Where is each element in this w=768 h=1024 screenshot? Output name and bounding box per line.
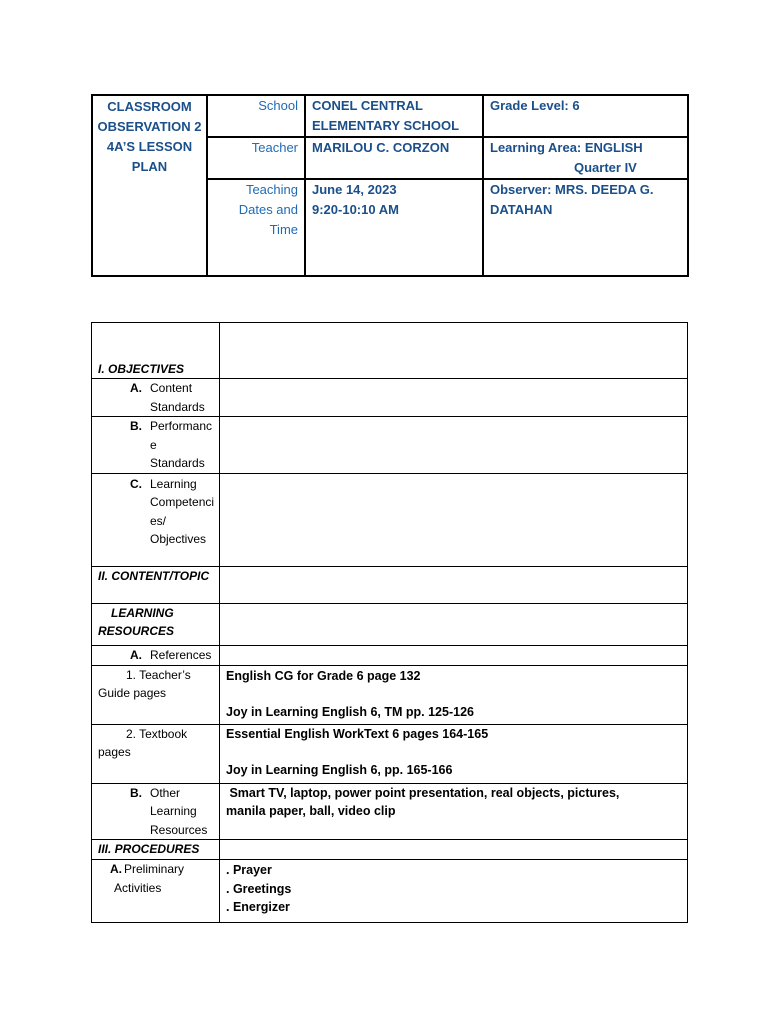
grade-level: Grade Level: 6 [483,95,688,137]
table-row [92,417,688,474]
objectives-label: I. OBJECTIVES [92,323,220,379]
content-topic-label: II. CONTENT/TOPIC [92,566,220,603]
school-label: School [207,95,305,137]
other-resources-label: B. Other Learning Resources [92,783,220,840]
performance-standards-label: B. Performanc e Standards [92,417,220,474]
observer: Observer: MRS. DEEDA G. DATAHAN [483,179,688,276]
list-item: . Greetings [226,881,292,896]
list-item: . Prayer [226,863,272,877]
other-resources-value: Smart TV, laptop, power point presentation, real objects, pictures, manila paper, ball, video clip [220,783,688,840]
table-row [92,665,688,724]
header-table [91,94,689,277]
table-row [92,603,688,645]
lesson-plan-table [91,322,688,923]
procedures-label: III. PROCEDURES [92,840,220,860]
teachers-guide-label: 1. Teacher’s Guide pages [92,665,220,724]
table-row [92,860,688,923]
table-row [92,323,688,379]
table-row [92,783,688,840]
preliminary-activities-label: A. Preliminary Activities [92,860,220,923]
table-row [92,473,688,566]
content-standards-label: A. Content Standards [92,379,220,417]
teacher-value: MARILOU C. CORZON [305,137,483,179]
table-row [92,724,688,783]
learning-area: Learning Area: ENGLISH Quarter IV [483,137,688,179]
table-row [92,840,688,860]
textbook-value: Essential English WorkText 6 pages 164-165 Joy in Learning English 6, pp. 165-166 [220,724,688,783]
learning-competencies-label: C. Learning Competenci es/ Objectives [92,473,220,566]
list-item: . Energizer [226,900,290,914]
teacher-label: Teacher [207,137,305,179]
preliminary-activities-list [220,860,688,923]
table-row [92,645,688,665]
learning-resources-label: LEARNING RESOURCES [92,603,220,645]
dates-value: June 14, 2023 9:20-10:10 AM [305,179,483,276]
observation-title: CLASSROOM OBSERVATION 2 4A’S LESSON PLAN [92,95,207,276]
table-row [92,566,688,603]
dates-label: Teaching Dates and Time [207,179,305,276]
teachers-guide-value: English CG for Grade 6 page 132 Joy in Learning English 6, TM pp. 125-126 [220,665,688,724]
quarter: Quarter IV [574,160,637,175]
references-label: A. References [92,645,220,665]
table-row [92,379,688,417]
school-value: CONEL CENTRAL ELEMENTARY SCHOOL [305,95,483,137]
textbook-label: 2. Textbook pages [92,724,220,783]
